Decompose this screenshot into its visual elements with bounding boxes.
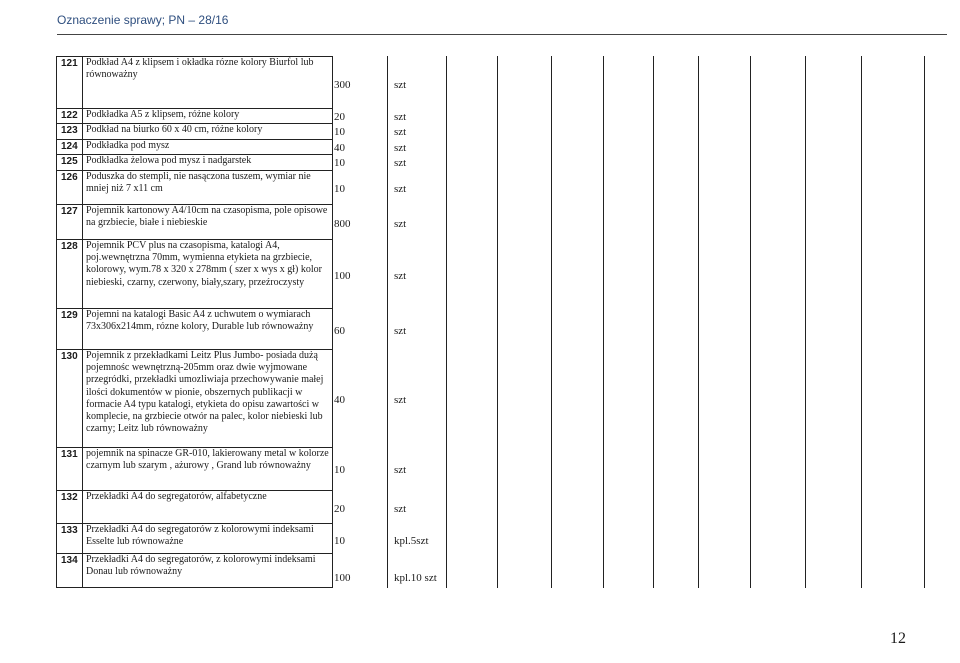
item-unit: szt [394,126,407,138]
item-quantity: 10 [334,535,345,547]
header-rule [57,34,947,35]
table-row [56,56,407,108]
item-unit: szt [394,218,407,230]
item-unit: szt [394,183,407,195]
table-row [56,490,407,523]
item-description: Pojemnik kartonowy A4/10cm na czasopisma, pole opisowe na grzbiecie, białe i niebieskie [86,205,328,229]
item-description: Podkładka pod mysz [86,140,170,151]
items-table [56,56,925,588]
item-number: 126 [61,172,78,183]
item-number: 131 [61,449,78,460]
page-number: 12 [890,630,906,647]
table-row [56,170,407,204]
item-description: pojemnik na spinacze GR-010, lakierowany metal w kolorze czarnym lub szarym , ażurowy , Grand lub równoważny [86,448,329,472]
item-unit: kpl.10 szt [394,572,437,584]
item-quantity: 800 [334,218,351,230]
item-description: Pojemni na katalogi Basic A4 z uchwutem o wymiarach 73x306x214mm, rózne kolory, Durable lub równoważny [86,309,314,333]
item-number: 122 [61,110,78,121]
item-number: 129 [61,310,78,321]
grid-line [387,56,388,588]
table-row [56,204,407,239]
item-unit: szt [394,79,407,91]
table-row [56,154,407,170]
item-quantity: 40 [334,142,345,154]
item-description: Podkładka żelowa pod mysz i nadgarstek [86,155,252,166]
table-row [56,239,407,308]
table-row [56,553,437,588]
table-row [56,349,407,447]
table-row [56,123,407,139]
grid-line [861,56,862,588]
grid-line [653,56,654,588]
item-description: Poduszka do stempli, nie nasączona tuszem, wymiar nie mniej niż 7 x11 cm [86,171,311,195]
item-unit: szt [394,325,407,337]
item-number: 133 [61,525,78,536]
grid-line [551,56,552,588]
item-quantity: 20 [334,503,345,515]
item-unit: szt [394,157,407,169]
item-number: 127 [61,206,78,217]
item-unit: szt [394,142,407,154]
item-unit: szt [394,464,407,476]
table-row [56,308,407,349]
table-row [56,139,407,154]
case-reference: Oznaczenie sprawy; PN – 28/16 [57,13,229,27]
item-unit: szt [394,270,407,282]
grid-line [446,56,447,588]
item-quantity: 40 [334,394,345,406]
item-quantity: 10 [334,464,345,476]
grid-line [750,56,751,588]
item-number: 124 [61,141,78,152]
item-description: Przekładki A4 do segregatorów, alfabetyczne [86,491,267,502]
item-quantity: 10 [334,126,345,138]
grid-line [497,56,498,588]
table-row [56,108,407,123]
item-quantity: 300 [334,79,351,91]
item-number: 130 [61,351,78,362]
item-description: Podkład A4 z klipsem i okładka rózne kolory Biurfol lub równoważny [86,57,314,81]
grid-line [698,56,699,588]
item-description: Przekładki A4 do segregatorów, z kolorowymi indeksami Donau lub równoważny [86,554,316,578]
grid-line [603,56,604,588]
item-description: Podkład na biurko 60 x 40 cm, różne kolory [86,124,263,135]
item-quantity: 10 [334,157,345,169]
item-quantity: 100 [334,270,351,282]
item-quantity: 100 [334,572,351,584]
grid-line [924,56,925,588]
item-quantity: 10 [334,183,345,195]
item-number: 125 [61,156,78,167]
item-unit: szt [394,394,407,406]
table-row [56,447,407,490]
table-row [56,523,429,553]
item-description: Pojemnik z przekładkami Leitz Plus Jumbo- posiada dużą pojemnośc wewnętrzną-205mm oraz dwie wyjmowane przegródki, przekładki umozliwiaja przechowywanie małej ilości dokumentów w pionie, obszernych publikacji w formacie A4 typu katalogi, etykieta do opisu zawartości w komplecie, na grzbiecie otwór na palec, kolor niebieski lub czarny; Leitz lub równoważny [86,350,324,435]
grid-line [805,56,806,588]
item-description: Przekładki A4 do segregatorów z kolorowymi indeksami Esselte lub równoważne [86,524,314,548]
item-number: 128 [61,241,78,252]
item-unit: szt [394,503,407,515]
item-unit: kpl.5szt [394,535,429,547]
item-quantity: 20 [334,111,345,123]
item-description: Pojemnik PCV plus na czasopisma, katalogi A4, poj.wewnętrzna 70mm, wymienna etykieta na grzbiecie, kolorowy, wym.78 x 320 x 278mm ( szer x wys x gł) kolor niebieski, czarny, czerwony, biały,szary, przeźroczysty [86,240,322,288]
grid-line [332,56,333,588]
item-number: 134 [61,555,78,566]
item-number: 132 [61,492,78,503]
item-description: Podkładka A5 z klipsem, różne kolory [86,109,240,120]
item-number: 123 [61,125,78,136]
item-number: 121 [61,58,78,69]
item-unit: szt [394,111,407,123]
item-quantity: 60 [334,325,345,337]
